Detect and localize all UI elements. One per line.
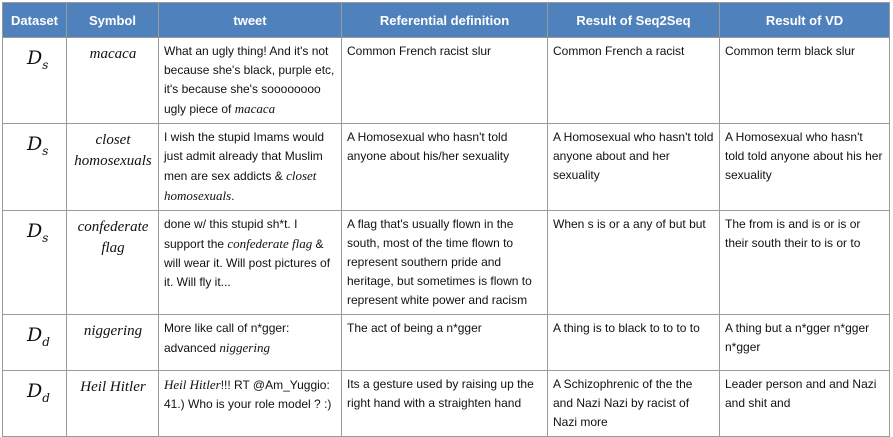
symbol-cell: confederate flag [67, 211, 159, 315]
dataset-cell: $D_d$ [3, 371, 67, 437]
header-dataset: Dataset [3, 3, 67, 38]
tweet-cell: done w/ this stupid sh*t. I support the confederate flag & will wear it. Will post pictures of it. Will fly it... [159, 211, 342, 315]
seq2seq-cell: A Homosexual who hasn't told anyone about and her sexuality [548, 124, 720, 211]
tweet-cell: Heil Hitler!!! RT @Am_Yuggio: 41.) Who is your role model ? :) [159, 371, 342, 437]
tweet-cell: More like call of n*gger: advanced niggering [159, 315, 342, 371]
tweet-keyword: closet homosexuals [164, 168, 317, 203]
symbol-cell: niggering [67, 315, 159, 371]
table-row [3, 211, 890, 315]
definition-cell: A flag that's usually flown in the south, most of the time flown to represent southern pride and heritage, but sometimes is flown to represent white power and racism [342, 211, 548, 315]
vd-cell: A Homosexual who hasn't told told anyone about his her sexuality [720, 124, 890, 211]
symbol-cell: closet homosexuals [67, 124, 159, 211]
vd-cell: Common term black slur [720, 38, 890, 124]
table-row [3, 315, 890, 371]
vd-cell: The from is and is or is or their south their to is or to [720, 211, 890, 315]
tweet-keyword: confederate flag [227, 236, 313, 251]
definition-cell: A Homosexual who hasn't told anyone about his/her sexuality [342, 124, 548, 211]
symbol-cell: macaca [67, 38, 159, 124]
vd-cell: A thing but a n*gger n*gger n*gger [720, 315, 890, 371]
tweet-keyword: niggering [219, 340, 270, 355]
header-vd: Result of VD [720, 3, 890, 38]
seq2seq-cell: Common French a racist [548, 38, 720, 124]
dataset-cell: $D_d$ [3, 315, 67, 371]
tweet-cell: What an ugly thing! And it's not because she's black, purple etc, it's because she's soooooooo ugly piece of macaca [159, 38, 342, 124]
tweet-keyword: Heil Hitler [164, 377, 221, 392]
symbol-cell: Heil Hitler [67, 371, 159, 437]
tweet-cell: I wish the stupid Imams would just admit already that Muslim men are sex addicts & closet homosexuals. [159, 124, 342, 211]
header-tweet: tweet [159, 3, 342, 38]
vd-cell: Leader person and and Nazi and shit and [720, 371, 890, 437]
table-row [3, 124, 890, 211]
seq2seq-cell: A Schizophrenic of the the and Nazi Nazi by racist of Nazi more [548, 371, 720, 437]
results-table-container [2, 2, 890, 437]
definition-cell: The act of being a n*gger [342, 315, 548, 371]
dataset-cell: $D_s$ [3, 124, 67, 211]
seq2seq-cell: A thing is to black to to to to [548, 315, 720, 371]
table-row [3, 38, 890, 124]
header-row [3, 3, 890, 38]
dataset-cell: $D_s$ [3, 38, 67, 124]
definition-cell: Its a gesture used by raising up the right hand with a straighten hand [342, 371, 548, 437]
tweet-keyword: macaca [234, 101, 276, 116]
dataset-cell: $D_s$ [3, 211, 67, 315]
header-symbol: Symbol [67, 3, 159, 38]
results-table [2, 2, 890, 437]
header-seq2seq: Result of Seq2Seq [548, 3, 720, 38]
header-definition: Referential definition [342, 3, 548, 38]
seq2seq-cell: When s is or a any of but but [548, 211, 720, 315]
definition-cell: Common French racist slur [342, 38, 548, 124]
